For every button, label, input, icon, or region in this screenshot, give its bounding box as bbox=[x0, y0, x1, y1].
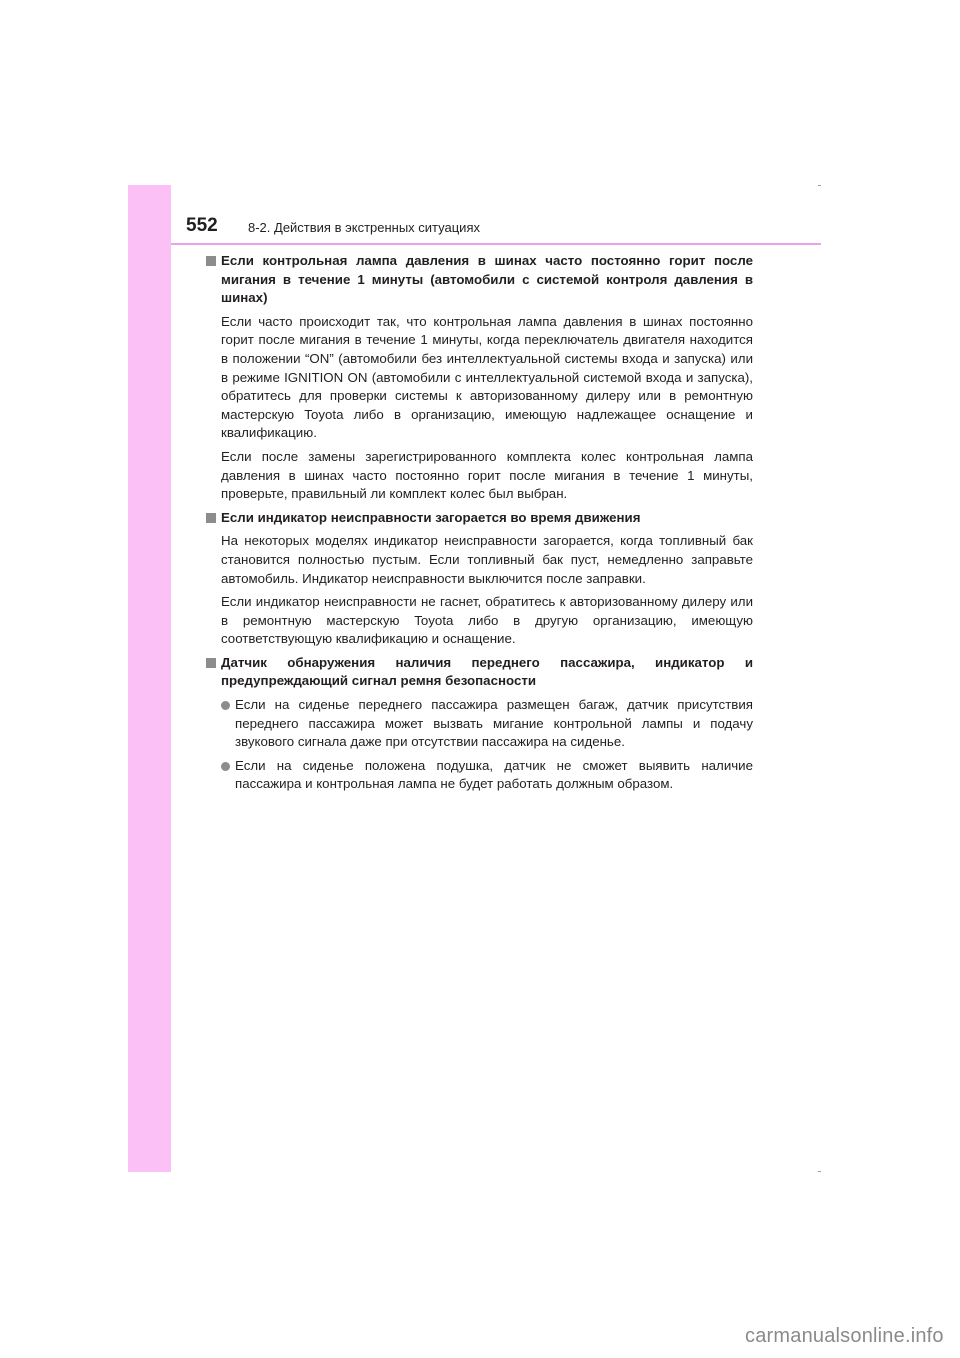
list-item-text: Если на сиденье переднего пассажира размещен багаж, датчик присутствия переднего пассажира может вызвать мигание контрольной лампы и подачу звукового сигнала даже при отсутствии пассажира на сиденье. bbox=[235, 697, 753, 750]
paragraph: Если индикатор неисправности не гаснет, обратитесь к авторизованному дилеру или в ремонтную мастерскую Toyota либо в другую организацию, имеющую соответствующую квалификацию и оснащение. bbox=[221, 594, 753, 647]
list-item-text: Если на сиденье положена подушка, датчик не сможет выявить наличие пассажира и контрольная лампа не будет работать должным образом. bbox=[235, 757, 753, 792]
section-heading bbox=[206, 252, 753, 308]
crop-mark-bottom-right bbox=[818, 1171, 821, 1172]
list-item bbox=[221, 696, 753, 752]
header-rule bbox=[171, 243, 821, 245]
chapter-side-tab bbox=[128, 185, 171, 1172]
list-item bbox=[221, 757, 753, 794]
section-heading bbox=[206, 509, 753, 528]
square-bullet-icon bbox=[206, 256, 216, 266]
section-heading-text: Если контрольная лампа давления в шинах часто постоянно горит после мигания в течение 1 минуты (автомобили с системой контроля давления в шинах) bbox=[221, 253, 753, 306]
section-heading-text: Датчик обнаружения наличия переднего пассажира, индикатор и предупреждающий сигнал ремня безопасности bbox=[221, 654, 753, 689]
watermark: carmanualsonline.info bbox=[745, 1325, 944, 1347]
section-heading bbox=[206, 654, 753, 691]
paragraph: На некоторых моделях индикатор неисправности загорается, когда топливный бак становится полностью пустым. Если топливный бак пуст, немедленно заправьте автомобиль. Индикатор неисправности выключится после заправки. bbox=[221, 533, 753, 586]
crop-mark-top-right bbox=[818, 185, 821, 186]
page-number: 552 bbox=[186, 215, 218, 236]
square-bullet-icon bbox=[206, 658, 216, 668]
page-content bbox=[206, 252, 753, 799]
section-heading-text: Если индикатор неисправности загорается во время движения bbox=[221, 509, 641, 525]
section-title: 8-2. Действия в экстренных ситуациях bbox=[248, 220, 480, 235]
square-bullet-icon bbox=[206, 513, 216, 523]
circle-bullet-icon bbox=[221, 701, 230, 710]
circle-bullet-icon bbox=[221, 762, 230, 771]
paragraph: Если после замены зарегистрированного комплекта колес контрольная лампа давления в шинах часто постоянно горит после мигания в течение 1 минуты, проверьте, правильный ли комплект колес был выбран. bbox=[221, 448, 753, 502]
paragraph: Если часто происходит так, что контрольная лампа давления в шинах постоянно горит после мигания в течение 1 минуты, когда переключатель двигателя находится в положении “ON” (автомобили без интеллектуальной системы входа и запуска) или в режиме IGNITION ON (автомобили с интеллектуальной системой входа и запуска), обратитесь для проверки системы к авторизованному дилеру или в ремонтную мастерскую Toyota либо в организацию, имеющую надлежащее оснащение и квалификацию. bbox=[221, 313, 753, 441]
